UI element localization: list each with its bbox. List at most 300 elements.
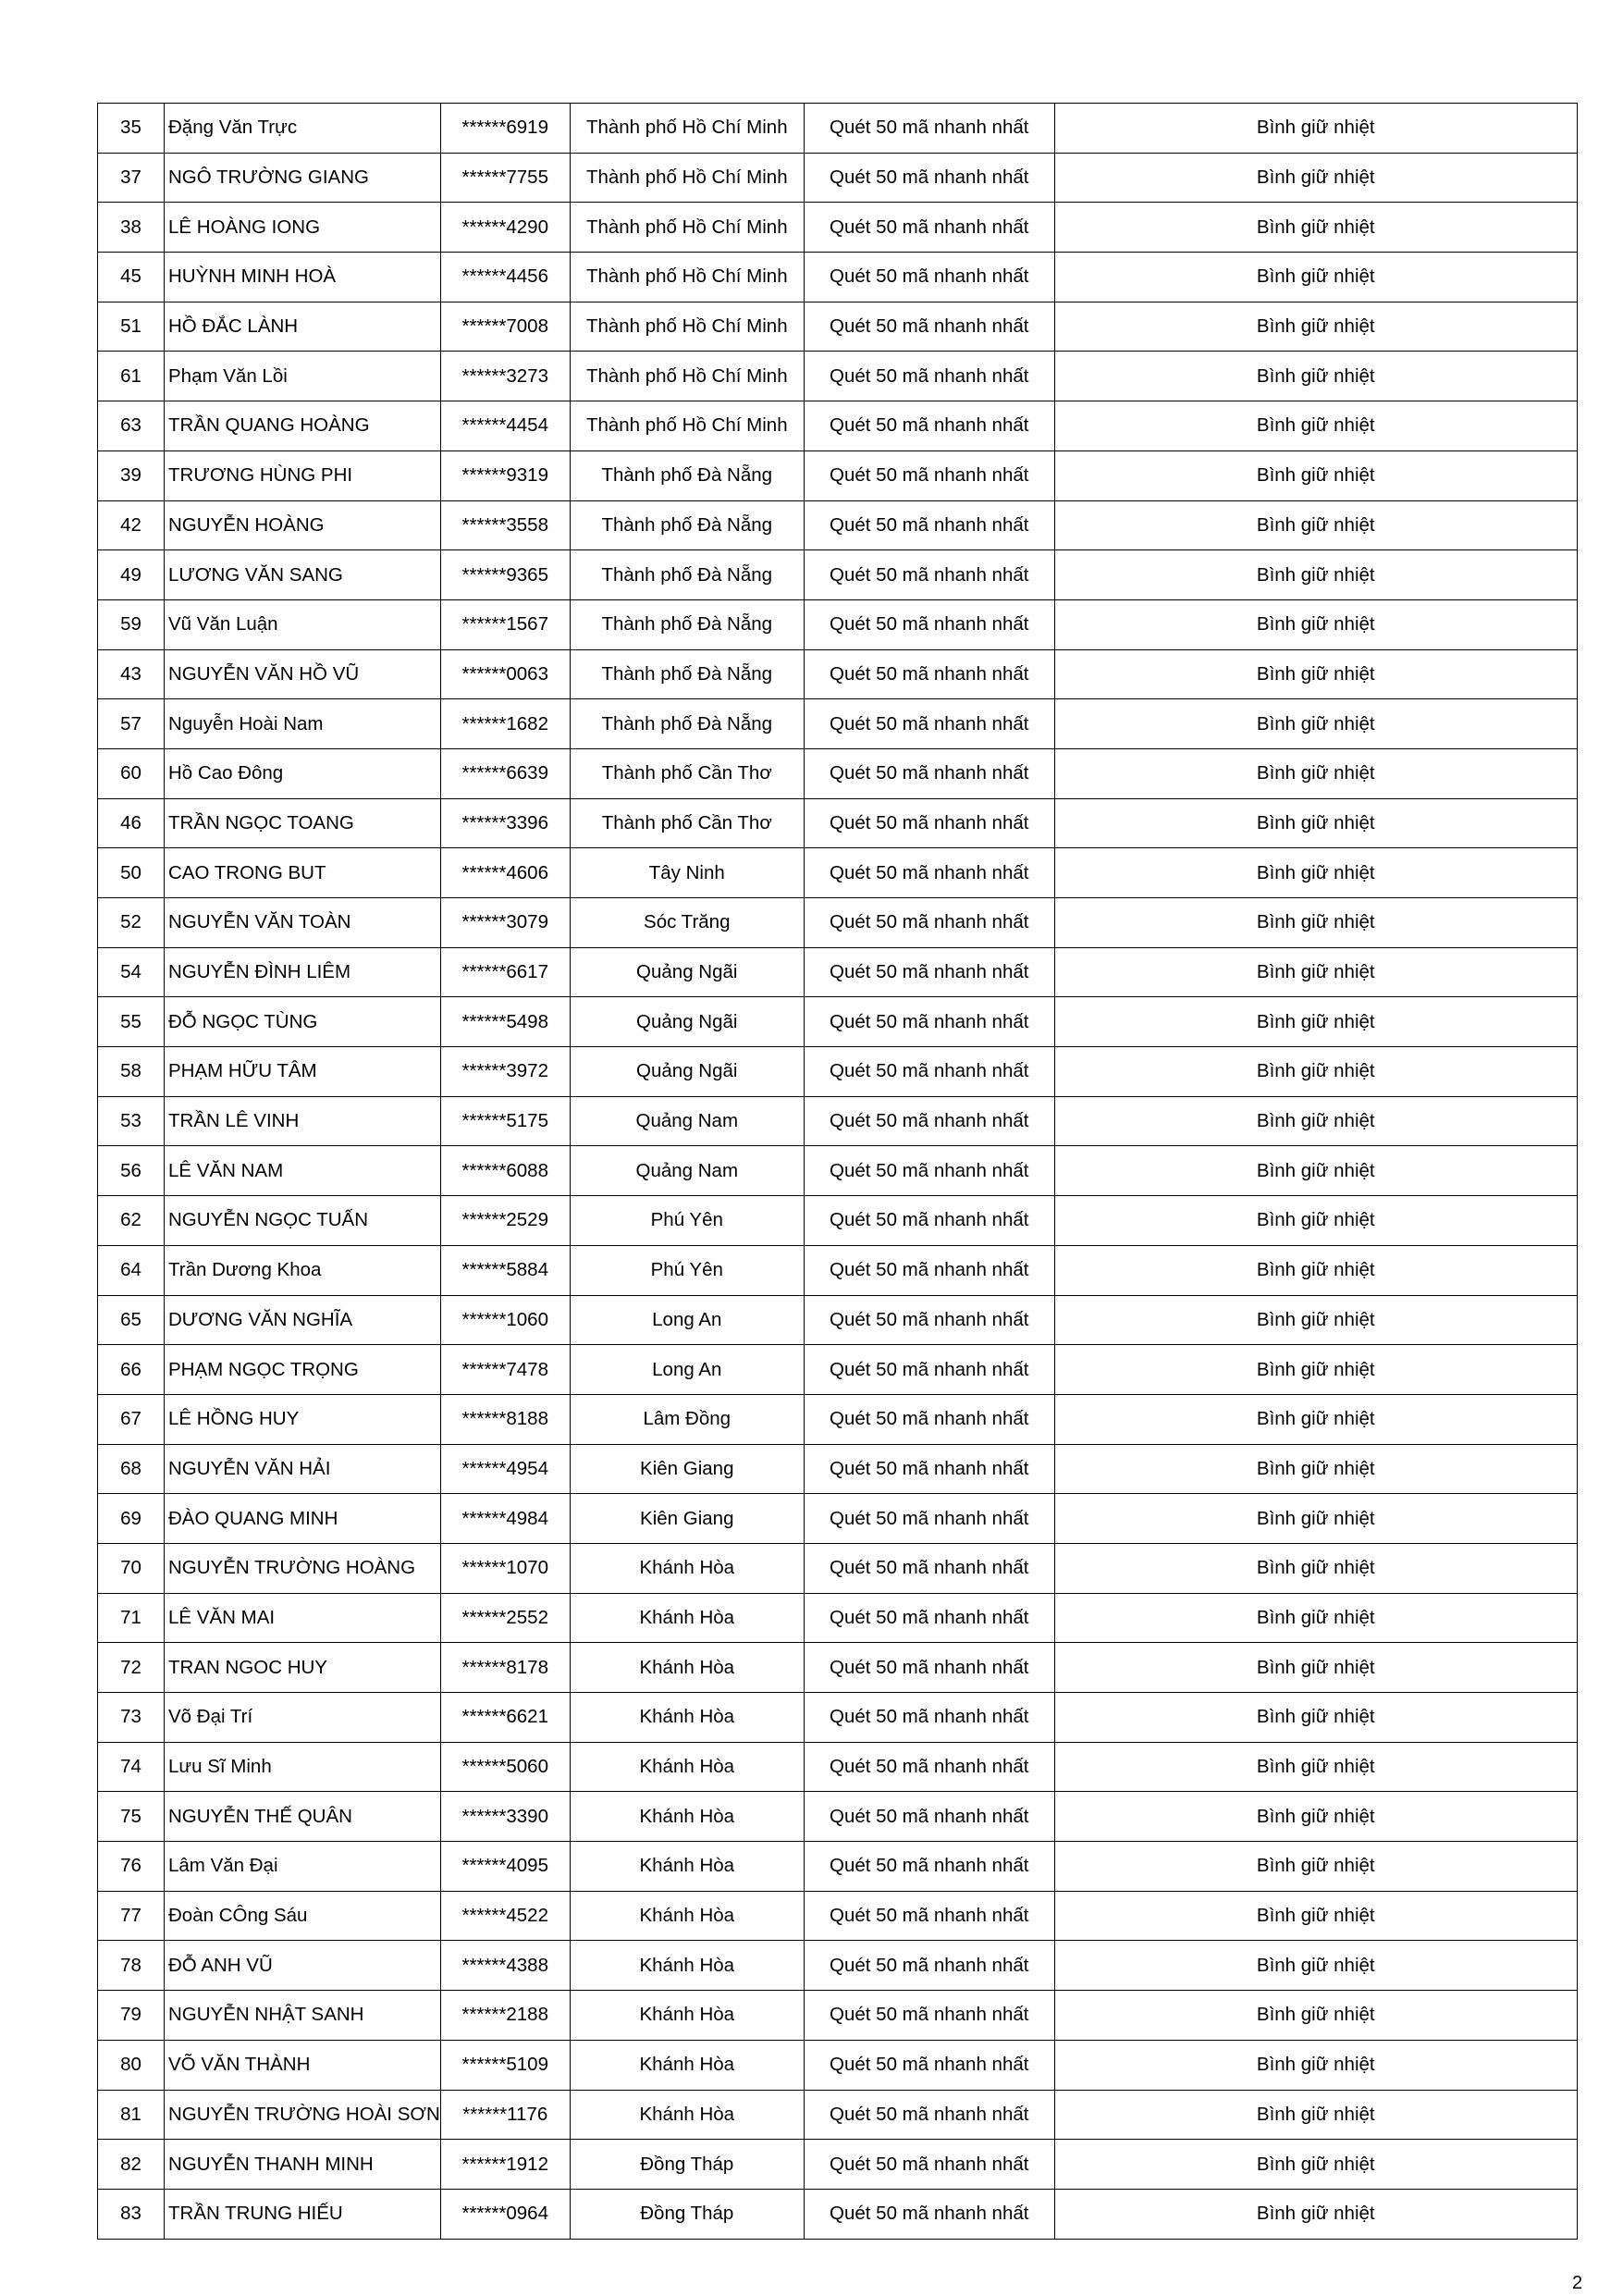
prize-category-cell: Quét 50 mã nhanh nhất <box>804 1991 1054 2041</box>
row-number-cell: 76 <box>98 1842 165 1892</box>
masked-phone-cell: ******1070 <box>440 1543 570 1593</box>
gift-item-cell: Bình giữ nhiệt <box>1054 1047 1577 1097</box>
gift-item-cell: Bình giữ nhiệt <box>1054 2189 1577 2239</box>
province-cell: Long An <box>570 1345 804 1395</box>
row-number-cell: 38 <box>98 203 165 253</box>
prize-category-cell: Quét 50 mã nhanh nhất <box>804 599 1054 649</box>
province-cell: Khánh Hòa <box>570 2040 804 2090</box>
gift-item-cell: Bình giữ nhiệt <box>1054 1494 1577 1544</box>
winner-name-cell: TRẦN NGỌC TOANG <box>165 798 441 848</box>
row-number-cell: 62 <box>98 1196 165 1246</box>
row-number-cell: 64 <box>98 1245 165 1295</box>
province-cell: Quảng Ngãi <box>570 947 804 997</box>
winner-name-cell: NGUYỄN NHẬT SANH <box>165 1991 441 2041</box>
prize-category-cell: Quét 50 mã nhanh nhất <box>804 1792 1054 1842</box>
row-number-cell: 78 <box>98 1941 165 1991</box>
winner-name-cell: NGÔ TRƯỜNG GIANG <box>165 153 441 203</box>
table-row <box>98 1643 1578 1693</box>
gift-item-cell: Bình giữ nhiệt <box>1054 1941 1577 1991</box>
prize-category-cell: Quét 50 mã nhanh nhất <box>804 1543 1054 1593</box>
gift-item-cell: Bình giữ nhiệt <box>1054 302 1577 352</box>
province-cell: Kiên Giang <box>570 1444 804 1494</box>
row-number-cell: 69 <box>98 1494 165 1544</box>
row-number-cell: 68 <box>98 1444 165 1494</box>
row-number-cell: 67 <box>98 1394 165 1444</box>
prize-category-cell: Quét 50 mã nhanh nhất <box>804 1394 1054 1444</box>
prize-category-cell: Quét 50 mã nhanh nhất <box>804 1643 1054 1693</box>
winner-name-cell: Vũ Văn Luận <box>165 599 441 649</box>
gift-item-cell: Bình giữ nhiệt <box>1054 1891 1577 1941</box>
masked-phone-cell: ******6639 <box>440 748 570 798</box>
gift-item-cell: Bình giữ nhiệt <box>1054 1991 1577 2041</box>
gift-item-cell: Bình giữ nhiệt <box>1054 1792 1577 1842</box>
table-row <box>98 2140 1578 2190</box>
row-number-cell: 35 <box>98 104 165 154</box>
gift-item-cell: Bình giữ nhiệt <box>1054 104 1577 154</box>
table-row <box>98 1196 1578 1246</box>
row-number-cell: 51 <box>98 302 165 352</box>
table-row <box>98 302 1578 352</box>
masked-phone-cell: ******3273 <box>440 352 570 401</box>
winner-name-cell: Hồ Cao Đông <box>165 748 441 798</box>
masked-phone-cell: ******7008 <box>440 302 570 352</box>
prize-category-cell: Quét 50 mã nhanh nhất <box>804 2040 1054 2090</box>
prize-category-cell: Quét 50 mã nhanh nhất <box>804 451 1054 500</box>
masked-phone-cell: ******9365 <box>440 550 570 600</box>
gift-item-cell: Bình giữ nhiệt <box>1054 947 1577 997</box>
table-row <box>98 1295 1578 1345</box>
row-number-cell: 73 <box>98 1693 165 1743</box>
gift-item-cell: Bình giữ nhiệt <box>1054 1643 1577 1693</box>
province-cell: Quảng Nam <box>570 1146 804 1196</box>
prize-category-cell: Quét 50 mã nhanh nhất <box>804 1444 1054 1494</box>
winner-name-cell: NGUYỄN VĂN HẢI <box>165 1444 441 1494</box>
prize-category-cell: Quét 50 mã nhanh nhất <box>804 1047 1054 1097</box>
prize-category-cell: Quét 50 mã nhanh nhất <box>804 798 1054 848</box>
winner-name-cell: Nguyễn Hoài Nam <box>165 699 441 749</box>
masked-phone-cell: ******2188 <box>440 1991 570 2041</box>
table-row <box>98 947 1578 997</box>
table-row <box>98 649 1578 699</box>
table-row <box>98 997 1578 1047</box>
table-row <box>98 1543 1578 1593</box>
masked-phone-cell: ******4290 <box>440 203 570 253</box>
row-number-cell: 70 <box>98 1543 165 1593</box>
gift-item-cell: Bình giữ nhiệt <box>1054 649 1577 699</box>
province-cell: Khánh Hòa <box>570 1693 804 1743</box>
table-row <box>98 1245 1578 1295</box>
province-cell: Quảng Nam <box>570 1096 804 1146</box>
masked-phone-cell: ******1060 <box>440 1295 570 1345</box>
winner-name-cell: Lâm Văn Đại <box>165 1842 441 1892</box>
province-cell: Thành phố Cần Thơ <box>570 798 804 848</box>
masked-phone-cell: ******6617 <box>440 947 570 997</box>
province-cell: Khánh Hòa <box>570 1991 804 2041</box>
table-row <box>98 401 1578 451</box>
winner-name-cell: Đặng Văn Trực <box>165 104 441 154</box>
row-number-cell: 82 <box>98 2140 165 2190</box>
gift-item-cell: Bình giữ nhiệt <box>1054 1842 1577 1892</box>
winner-name-cell: ĐÀO QUANG MINH <box>165 1494 441 1544</box>
table-row <box>98 1047 1578 1097</box>
masked-phone-cell: ******6919 <box>440 104 570 154</box>
row-number-cell: 83 <box>98 2189 165 2239</box>
masked-phone-cell: ******4522 <box>440 1891 570 1941</box>
row-number-cell: 56 <box>98 1146 165 1196</box>
province-cell: Thành phố Hồ Chí Minh <box>570 352 804 401</box>
prize-category-cell: Quét 50 mã nhanh nhất <box>804 153 1054 203</box>
row-number-cell: 60 <box>98 748 165 798</box>
masked-phone-cell: ******8188 <box>440 1394 570 1444</box>
gift-item-cell: Bình giữ nhiệt <box>1054 997 1577 1047</box>
winners-table-body <box>98 104 1578 2240</box>
province-cell: Thành phố Hồ Chí Minh <box>570 153 804 203</box>
row-number-cell: 58 <box>98 1047 165 1097</box>
gift-item-cell: Bình giữ nhiệt <box>1054 1196 1577 1246</box>
table-row <box>98 699 1578 749</box>
province-cell: Thành phố Đà Nẵng <box>570 550 804 600</box>
row-number-cell: 66 <box>98 1345 165 1395</box>
masked-phone-cell: ******4606 <box>440 848 570 898</box>
province-cell: Lâm Đồng <box>570 1394 804 1444</box>
row-number-cell: 42 <box>98 500 165 550</box>
gift-item-cell: Bình giữ nhiệt <box>1054 153 1577 203</box>
table-row <box>98 1742 1578 1792</box>
row-number-cell: 46 <box>98 798 165 848</box>
prize-category-cell: Quét 50 mã nhanh nhất <box>804 1941 1054 1991</box>
table-row <box>98 1693 1578 1743</box>
gift-item-cell: Bình giữ nhiệt <box>1054 451 1577 500</box>
masked-phone-cell: ******2529 <box>440 1196 570 1246</box>
prize-category-cell: Quét 50 mã nhanh nhất <box>804 352 1054 401</box>
masked-phone-cell: ******4954 <box>440 1444 570 1494</box>
gift-item-cell: Bình giữ nhiệt <box>1054 699 1577 749</box>
province-cell: Thành phố Hồ Chí Minh <box>570 302 804 352</box>
row-number-cell: 74 <box>98 1742 165 1792</box>
prize-category-cell: Quét 50 mã nhanh nhất <box>804 848 1054 898</box>
prize-category-cell: Quét 50 mã nhanh nhất <box>804 1494 1054 1544</box>
province-cell: Long An <box>570 1295 804 1345</box>
row-number-cell: 65 <box>98 1295 165 1345</box>
prize-category-cell: Quét 50 mã nhanh nhất <box>804 997 1054 1047</box>
masked-phone-cell: ******4984 <box>440 1494 570 1544</box>
winner-name-cell: TRẦN QUANG HOÀNG <box>165 401 441 451</box>
table-row <box>98 203 1578 253</box>
prize-category-cell: Quét 50 mã nhanh nhất <box>804 898 1054 948</box>
table-row <box>98 1842 1578 1892</box>
province-cell: Thành phố Đà Nẵng <box>570 699 804 749</box>
gift-item-cell: Bình giữ nhiệt <box>1054 2140 1577 2190</box>
masked-phone-cell: ******1567 <box>440 599 570 649</box>
row-number-cell: 52 <box>98 898 165 948</box>
winner-name-cell: NGUYỄN THẾ QUÂN <box>165 1792 441 1842</box>
table-row <box>98 1345 1578 1395</box>
province-cell: Thành phố Hồ Chí Minh <box>570 253 804 302</box>
masked-phone-cell: ******5175 <box>440 1096 570 1146</box>
prize-category-cell: Quét 50 mã nhanh nhất <box>804 401 1054 451</box>
prize-category-cell: Quét 50 mã nhanh nhất <box>804 1593 1054 1643</box>
prize-category-cell: Quét 50 mã nhanh nhất <box>804 1891 1054 1941</box>
prize-category-cell: Quét 50 mã nhanh nhất <box>804 203 1054 253</box>
winners-table <box>97 103 1578 2240</box>
gift-item-cell: Bình giữ nhiệt <box>1054 1593 1577 1643</box>
row-number-cell: 61 <box>98 352 165 401</box>
gift-item-cell: Bình giữ nhiệt <box>1054 1693 1577 1743</box>
row-number-cell: 54 <box>98 947 165 997</box>
gift-item-cell: Bình giữ nhiệt <box>1054 1394 1577 1444</box>
page-number: 2 <box>1572 2273 1583 2293</box>
masked-phone-cell: ******0063 <box>440 649 570 699</box>
masked-phone-cell: ******5498 <box>440 997 570 1047</box>
prize-category-cell: Quét 50 mã nhanh nhất <box>804 500 1054 550</box>
gift-item-cell: Bình giữ nhiệt <box>1054 2090 1577 2140</box>
prize-category-cell: Quét 50 mã nhanh nhất <box>804 253 1054 302</box>
province-cell: Đồng Tháp <box>570 2189 804 2239</box>
province-cell: Khánh Hòa <box>570 1941 804 1991</box>
table-row <box>98 798 1578 848</box>
table-row <box>98 1444 1578 1494</box>
winner-name-cell: HUỲNH MINH HOÀ <box>165 253 441 302</box>
table-row <box>98 550 1578 600</box>
winner-name-cell: PHẠM NGỌC TRỌNG <box>165 1345 441 1395</box>
gift-item-cell: Bình giữ nhiệt <box>1054 2040 1577 2090</box>
table-row <box>98 253 1578 302</box>
winner-name-cell: NGUYỄN THANH MINH <box>165 2140 441 2190</box>
masked-phone-cell: ******2552 <box>440 1593 570 1643</box>
winner-name-cell: PHẠM HỮU TÂM <box>165 1047 441 1097</box>
prize-category-cell: Quét 50 mã nhanh nhất <box>804 2140 1054 2190</box>
row-number-cell: 80 <box>98 2040 165 2090</box>
row-number-cell: 49 <box>98 550 165 600</box>
prize-category-cell: Quét 50 mã nhanh nhất <box>804 748 1054 798</box>
province-cell: Thành phố Đà Nẵng <box>570 599 804 649</box>
province-cell: Khánh Hòa <box>570 1593 804 1643</box>
row-number-cell: 53 <box>98 1096 165 1146</box>
prize-category-cell: Quét 50 mã nhanh nhất <box>804 104 1054 154</box>
prize-category-cell: Quét 50 mã nhanh nhất <box>804 1146 1054 1196</box>
winner-name-cell: LÊ HỒNG HUY <box>165 1394 441 1444</box>
prize-category-cell: Quét 50 mã nhanh nhất <box>804 2189 1054 2239</box>
table-row <box>98 599 1578 649</box>
table-row <box>98 1494 1578 1544</box>
winner-name-cell: TRẦN TRUNG HIẾU <box>165 2189 441 2239</box>
winner-name-cell: TRƯƠNG HÙNG PHI <box>165 451 441 500</box>
masked-phone-cell: ******9319 <box>440 451 570 500</box>
province-cell: Thành phố Hồ Chí Minh <box>570 104 804 154</box>
table-row <box>98 1593 1578 1643</box>
winner-name-cell: NGUYỄN ĐÌNH LIÊM <box>165 947 441 997</box>
gift-item-cell: Bình giữ nhiệt <box>1054 1146 1577 1196</box>
table-row <box>98 1891 1578 1941</box>
gift-item-cell: Bình giữ nhiệt <box>1054 1444 1577 1494</box>
province-cell: Quảng Ngãi <box>570 997 804 1047</box>
province-cell: Khánh Hòa <box>570 1891 804 1941</box>
winner-name-cell: Lưu Sĩ Minh <box>165 1742 441 1792</box>
table-row <box>98 2040 1578 2090</box>
masked-phone-cell: ******6621 <box>440 1693 570 1743</box>
masked-phone-cell: ******3558 <box>440 500 570 550</box>
table-row <box>98 2090 1578 2140</box>
prize-category-cell: Quét 50 mã nhanh nhất <box>804 302 1054 352</box>
row-number-cell: 55 <box>98 997 165 1047</box>
winner-name-cell: NGUYỄN TRƯỜNG HOÀI SƠN <box>165 2090 441 2140</box>
province-cell: Khánh Hòa <box>570 1742 804 1792</box>
masked-phone-cell: ******5060 <box>440 1742 570 1792</box>
winner-name-cell: LÊ VĂN MAI <box>165 1593 441 1643</box>
gift-item-cell: Bình giữ nhiệt <box>1054 798 1577 848</box>
masked-phone-cell: ******4456 <box>440 253 570 302</box>
row-number-cell: 39 <box>98 451 165 500</box>
province-cell: Thành phố Đà Nẵng <box>570 451 804 500</box>
row-number-cell: 81 <box>98 2090 165 2140</box>
winner-name-cell: LƯƠNG VĂN SANG <box>165 550 441 600</box>
gift-item-cell: Bình giữ nhiệt <box>1054 550 1577 600</box>
gift-item-cell: Bình giữ nhiệt <box>1054 848 1577 898</box>
table-row <box>98 1991 1578 2041</box>
winner-name-cell: ĐỖ ANH VŨ <box>165 1941 441 1991</box>
masked-phone-cell: ******4454 <box>440 401 570 451</box>
masked-phone-cell: ******7478 <box>440 1345 570 1395</box>
table-row <box>98 153 1578 203</box>
table-row <box>98 898 1578 948</box>
masked-phone-cell: ******3079 <box>440 898 570 948</box>
row-number-cell: 72 <box>98 1643 165 1693</box>
masked-phone-cell: ******3972 <box>440 1047 570 1097</box>
winner-name-cell: NGUYỄN VĂN TOÀN <box>165 898 441 948</box>
table-row <box>98 748 1578 798</box>
row-number-cell: 59 <box>98 599 165 649</box>
gift-item-cell: Bình giữ nhiệt <box>1054 352 1577 401</box>
prize-category-cell: Quét 50 mã nhanh nhất <box>804 550 1054 600</box>
gift-item-cell: Bình giữ nhiệt <box>1054 1742 1577 1792</box>
gift-item-cell: Bình giữ nhiệt <box>1054 898 1577 948</box>
province-cell: Khánh Hòa <box>570 1643 804 1693</box>
winner-name-cell: LÊ HOÀNG IONG <box>165 203 441 253</box>
masked-phone-cell: ******5884 <box>440 1245 570 1295</box>
prize-category-cell: Quét 50 mã nhanh nhất <box>804 1196 1054 1246</box>
masked-phone-cell: ******0964 <box>440 2189 570 2239</box>
masked-phone-cell: ******7755 <box>440 153 570 203</box>
table-row <box>98 1096 1578 1146</box>
gift-item-cell: Bình giữ nhiệt <box>1054 1345 1577 1395</box>
table-row <box>98 104 1578 154</box>
province-cell: Tây Ninh <box>570 848 804 898</box>
winner-name-cell: HỒ ĐẮC LÀNH <box>165 302 441 352</box>
gift-item-cell: Bình giữ nhiệt <box>1054 203 1577 253</box>
masked-phone-cell: ******6088 <box>440 1146 570 1196</box>
prize-category-cell: Quét 50 mã nhanh nhất <box>804 699 1054 749</box>
row-number-cell: 45 <box>98 253 165 302</box>
winner-name-cell: CAO TRONG BUT <box>165 848 441 898</box>
row-number-cell: 75 <box>98 1792 165 1842</box>
province-cell: Thành phố Hồ Chí Minh <box>570 203 804 253</box>
masked-phone-cell: ******3396 <box>440 798 570 848</box>
gift-item-cell: Bình giữ nhiệt <box>1054 1295 1577 1345</box>
prize-category-cell: Quét 50 mã nhanh nhất <box>804 649 1054 699</box>
winner-name-cell: NGUYỄN TRƯỜNG HOÀNG <box>165 1543 441 1593</box>
winner-name-cell: ĐỖ NGỌC TÙNG <box>165 997 441 1047</box>
prize-category-cell: Quét 50 mã nhanh nhất <box>804 1295 1054 1345</box>
province-cell: Khánh Hòa <box>570 1792 804 1842</box>
row-number-cell: 57 <box>98 699 165 749</box>
prize-category-cell: Quét 50 mã nhanh nhất <box>804 1693 1054 1743</box>
table-row <box>98 1941 1578 1991</box>
province-cell: Kiên Giang <box>570 1494 804 1544</box>
province-cell: Phú Yên <box>570 1245 804 1295</box>
table-row <box>98 1146 1578 1196</box>
winner-name-cell: LÊ VĂN NAM <box>165 1146 441 1196</box>
province-cell: Sóc Trăng <box>570 898 804 948</box>
gift-item-cell: Bình giữ nhiệt <box>1054 1543 1577 1593</box>
masked-phone-cell: ******8178 <box>440 1643 570 1693</box>
row-number-cell: 79 <box>98 1991 165 2041</box>
row-number-cell: 77 <box>98 1891 165 1941</box>
prize-category-cell: Quét 50 mã nhanh nhất <box>804 1842 1054 1892</box>
gift-item-cell: Bình giữ nhiệt <box>1054 1096 1577 1146</box>
table-row <box>98 2189 1578 2239</box>
winner-name-cell: Đoàn CÔng Sáu <box>165 1891 441 1941</box>
winner-name-cell: NGUYỄN HOÀNG <box>165 500 441 550</box>
prize-category-cell: Quét 50 mã nhanh nhất <box>804 1345 1054 1395</box>
masked-phone-cell: ******4095 <box>440 1842 570 1892</box>
row-number-cell: 71 <box>98 1593 165 1643</box>
table-row <box>98 451 1578 500</box>
masked-phone-cell: ******4388 <box>440 1941 570 1991</box>
province-cell: Thành phố Đà Nẵng <box>570 500 804 550</box>
winner-name-cell: DƯƠNG VĂN NGHĨA <box>165 1295 441 1345</box>
prize-category-cell: Quét 50 mã nhanh nhất <box>804 1245 1054 1295</box>
gift-item-cell: Bình giữ nhiệt <box>1054 599 1577 649</box>
table-row <box>98 848 1578 898</box>
province-cell: Đồng Tháp <box>570 2140 804 2190</box>
masked-phone-cell: ******1682 <box>440 699 570 749</box>
row-number-cell: 37 <box>98 153 165 203</box>
masked-phone-cell: ******3390 <box>440 1792 570 1842</box>
table-row <box>98 500 1578 550</box>
province-cell: Phú Yên <box>570 1196 804 1246</box>
gift-item-cell: Bình giữ nhiệt <box>1054 748 1577 798</box>
winner-name-cell: Trần Dương Khoa <box>165 1245 441 1295</box>
table-row <box>98 1394 1578 1444</box>
gift-item-cell: Bình giữ nhiệt <box>1054 500 1577 550</box>
row-number-cell: 50 <box>98 848 165 898</box>
winner-name-cell: TRẦN LÊ VINH <box>165 1096 441 1146</box>
province-cell: Khánh Hòa <box>570 1543 804 1593</box>
winner-name-cell: NGUYỄN VĂN HỒ VŨ <box>165 649 441 699</box>
row-number-cell: 63 <box>98 401 165 451</box>
gift-item-cell: Bình giữ nhiệt <box>1054 1245 1577 1295</box>
prize-category-cell: Quét 50 mã nhanh nhất <box>804 2090 1054 2140</box>
winner-name-cell: Võ Đại Trí <box>165 1693 441 1743</box>
masked-phone-cell: ******1912 <box>440 2140 570 2190</box>
winner-name-cell: NGUYỄN NGỌC TUẤN <box>165 1196 441 1246</box>
province-cell: Thành phố Đà Nẵng <box>570 649 804 699</box>
gift-item-cell: Bình giữ nhiệt <box>1054 253 1577 302</box>
winner-name-cell: TRAN NGOC HUY <box>165 1643 441 1693</box>
table-row <box>98 352 1578 401</box>
row-number-cell: 43 <box>98 649 165 699</box>
masked-phone-cell: ******1176 <box>440 2090 570 2140</box>
province-cell: Khánh Hòa <box>570 1842 804 1892</box>
gift-item-cell: Bình giữ nhiệt <box>1054 401 1577 451</box>
prize-category-cell: Quét 50 mã nhanh nhất <box>804 947 1054 997</box>
province-cell: Khánh Hòa <box>570 2090 804 2140</box>
province-cell: Quảng Ngãi <box>570 1047 804 1097</box>
prize-category-cell: Quét 50 mã nhanh nhất <box>804 1742 1054 1792</box>
province-cell: Thành phố Cần Thơ <box>570 748 804 798</box>
prize-category-cell: Quét 50 mã nhanh nhất <box>804 1096 1054 1146</box>
winner-name-cell: VÕ VĂN THÀNH <box>165 2040 441 2090</box>
